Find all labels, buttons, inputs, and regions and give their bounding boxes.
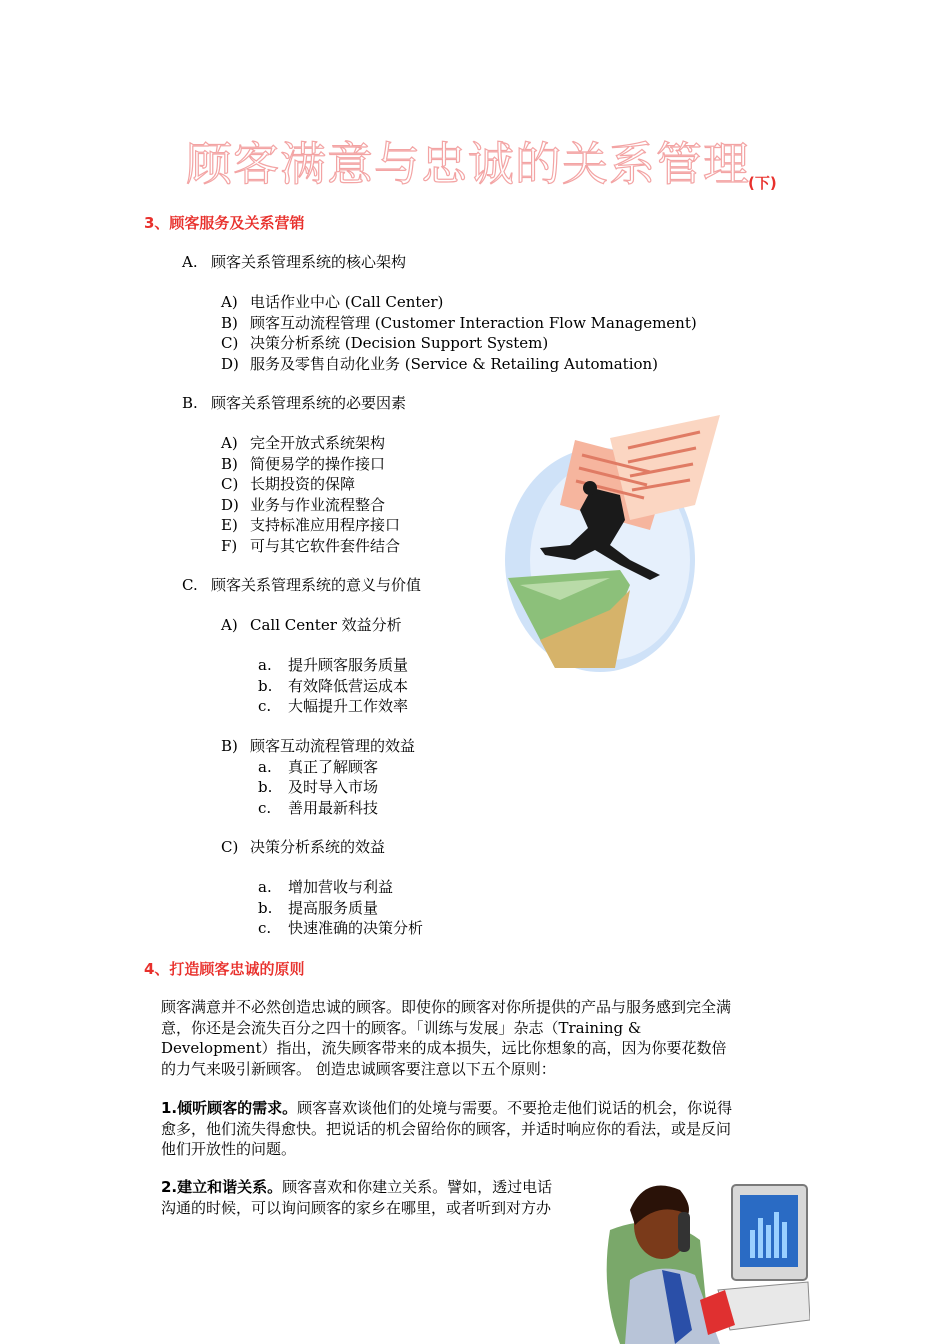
list-text: 顾客互动流程管理的效益 [250,737,416,755]
list-marker: b. [258,778,273,796]
sub-heading [221,736,415,756]
sub-heading [221,837,385,857]
list-text: 增加营收与利益 [288,878,394,896]
list-marker: A) [221,293,238,311]
list-marker: B) [221,737,238,755]
list-marker: A) [221,616,238,634]
list-text: 提高服务质量 [288,899,379,917]
outline-text: 顾客关系管理系统的意义与价值 [211,576,422,594]
list-item [258,777,378,797]
list-text: 真正了解顾客 [288,758,379,776]
list-text: 大幅提升工作效率 [288,697,409,715]
figure-head [583,481,597,495]
list-text: 决策分析系统 (Decision Support System) [250,334,549,352]
list-item [221,474,355,494]
phone-call-illustration [600,1170,810,1344]
principle-2-paragraph [161,1177,601,1218]
paragraph-line: 顾客喜欢谈他们的处境与需要。不要抢走他们说话的机会，你说得 [297,1099,733,1117]
list-item [221,354,658,374]
list-item [258,877,393,897]
outline-item-C [182,575,421,595]
list-marker: C) [221,475,239,493]
list-text: 长期投资的保障 [250,475,356,493]
running-man-illustration [500,410,725,672]
list-marker: a. [258,878,272,896]
list-marker: F) [221,537,238,555]
document-title-suffix: (下) [748,174,777,192]
paragraph-line: 的力气来吸引新顾客。 创造忠诚顾客要注意以下五个原则： [161,1059,556,1078]
list-marker: D) [221,496,239,514]
intro-paragraph [161,997,801,1079]
list-marker: C) [221,334,239,352]
principle-1-paragraph [161,1098,801,1160]
list-text: 电话作业中心 (Call Center) [250,293,444,311]
list-marker: D) [221,355,239,373]
sub-heading [221,615,402,635]
list-marker: A) [221,434,238,452]
list-marker: c. [258,919,272,937]
list-text: 决策分析系统的效益 [250,838,386,856]
list-item [258,798,378,818]
list-text: 服务及零售自动化业务 (Service & Retailing Automation) [250,355,659,373]
list-text: 顾客互动流程管理 (Customer Interaction Flow Management) [250,314,697,332]
list-marker: c. [258,697,272,715]
paragraph-line: 他们开放性的问题。 [161,1140,297,1158]
outline-item-B [182,393,406,413]
outline-text: 顾客关系管理系统的核心架构 [211,253,407,271]
list-marker: B) [221,455,238,473]
list-text: 支持标准应用程序接口 [250,516,401,534]
paragraph-line: 顾客满意并不必然创造忠诚的顾客。即使你的顾客对你所提供的产品与服务感到完全满 [161,998,732,1016]
list-text: 善用最新科技 [288,799,379,817]
list-item [221,313,697,333]
list-text: 完全开放式系统架构 [250,434,386,452]
outline-marker: C. [182,576,198,594]
list-item [258,757,378,777]
list-item [221,433,385,453]
list-text: 业务与作业流程整合 [250,496,386,514]
outline-text: 顾客关系管理系统的必要因素 [211,394,407,412]
list-text: 及时导入市场 [288,778,379,796]
list-item [221,333,548,353]
paragraph-line: 沟通的时候，可以询问顾客的家乡在哪里，或者听到对方办 [161,1198,552,1217]
list-item [258,655,408,675]
paragraph-line: 意，你还是会流失百分之四十的顾客。「训练与发展」杂志（Training & [161,1018,642,1037]
list-marker: B) [221,314,238,332]
section-4-heading: 4、打造顾客忠诚的原则 [144,960,305,978]
list-item [221,536,400,556]
list-text: 有效降低营运成本 [288,677,409,695]
list-item [258,676,408,696]
paragraph-line: 愈多，他们流失得愈快。把说话的机会留给你的顾客，并适时响应你的看法，或是反问 [161,1119,732,1138]
list-item [221,515,400,535]
list-text: 提升顾客服务质量 [288,656,409,674]
list-item [221,292,443,312]
list-marker: a. [258,758,272,776]
list-item [258,696,408,716]
paragraph-line: Development）指出，流失顾客带来的成本损失，远比你想象的高，因为你要花数倍 [161,1039,727,1057]
list-marker: a. [258,656,272,674]
list-item [221,454,385,474]
list-text: 简便易学的操作接口 [250,455,386,473]
list-text: Call Center 效益分析 [250,616,402,634]
paragraph-line: 顾客喜欢和你建立关系。譬如，透过电话 [282,1178,553,1196]
outline-item-A [182,252,406,272]
document-title: 顾客满意与忠诚的关系管理 [186,137,750,191]
list-marker: b. [258,677,273,695]
list-text: 快速准确的决策分析 [288,919,424,937]
principle-title: 2.建立和谐关系。 [161,1178,283,1196]
list-marker: C) [221,838,239,856]
list-marker: c. [258,799,272,817]
section-3-heading: 3、顾客服务及关系营销 [144,214,305,232]
outline-marker: B. [182,394,198,412]
list-item [258,918,423,938]
principle-title: 1.倾听顾客的需求。 [161,1099,298,1117]
list-marker: E) [221,516,238,534]
list-item [258,898,378,918]
outline-marker: A. [182,253,198,271]
phone-icon [678,1212,690,1252]
list-marker: b. [258,899,273,917]
list-text: 可与其它软件套件结合 [250,537,401,555]
list-item [221,495,385,515]
